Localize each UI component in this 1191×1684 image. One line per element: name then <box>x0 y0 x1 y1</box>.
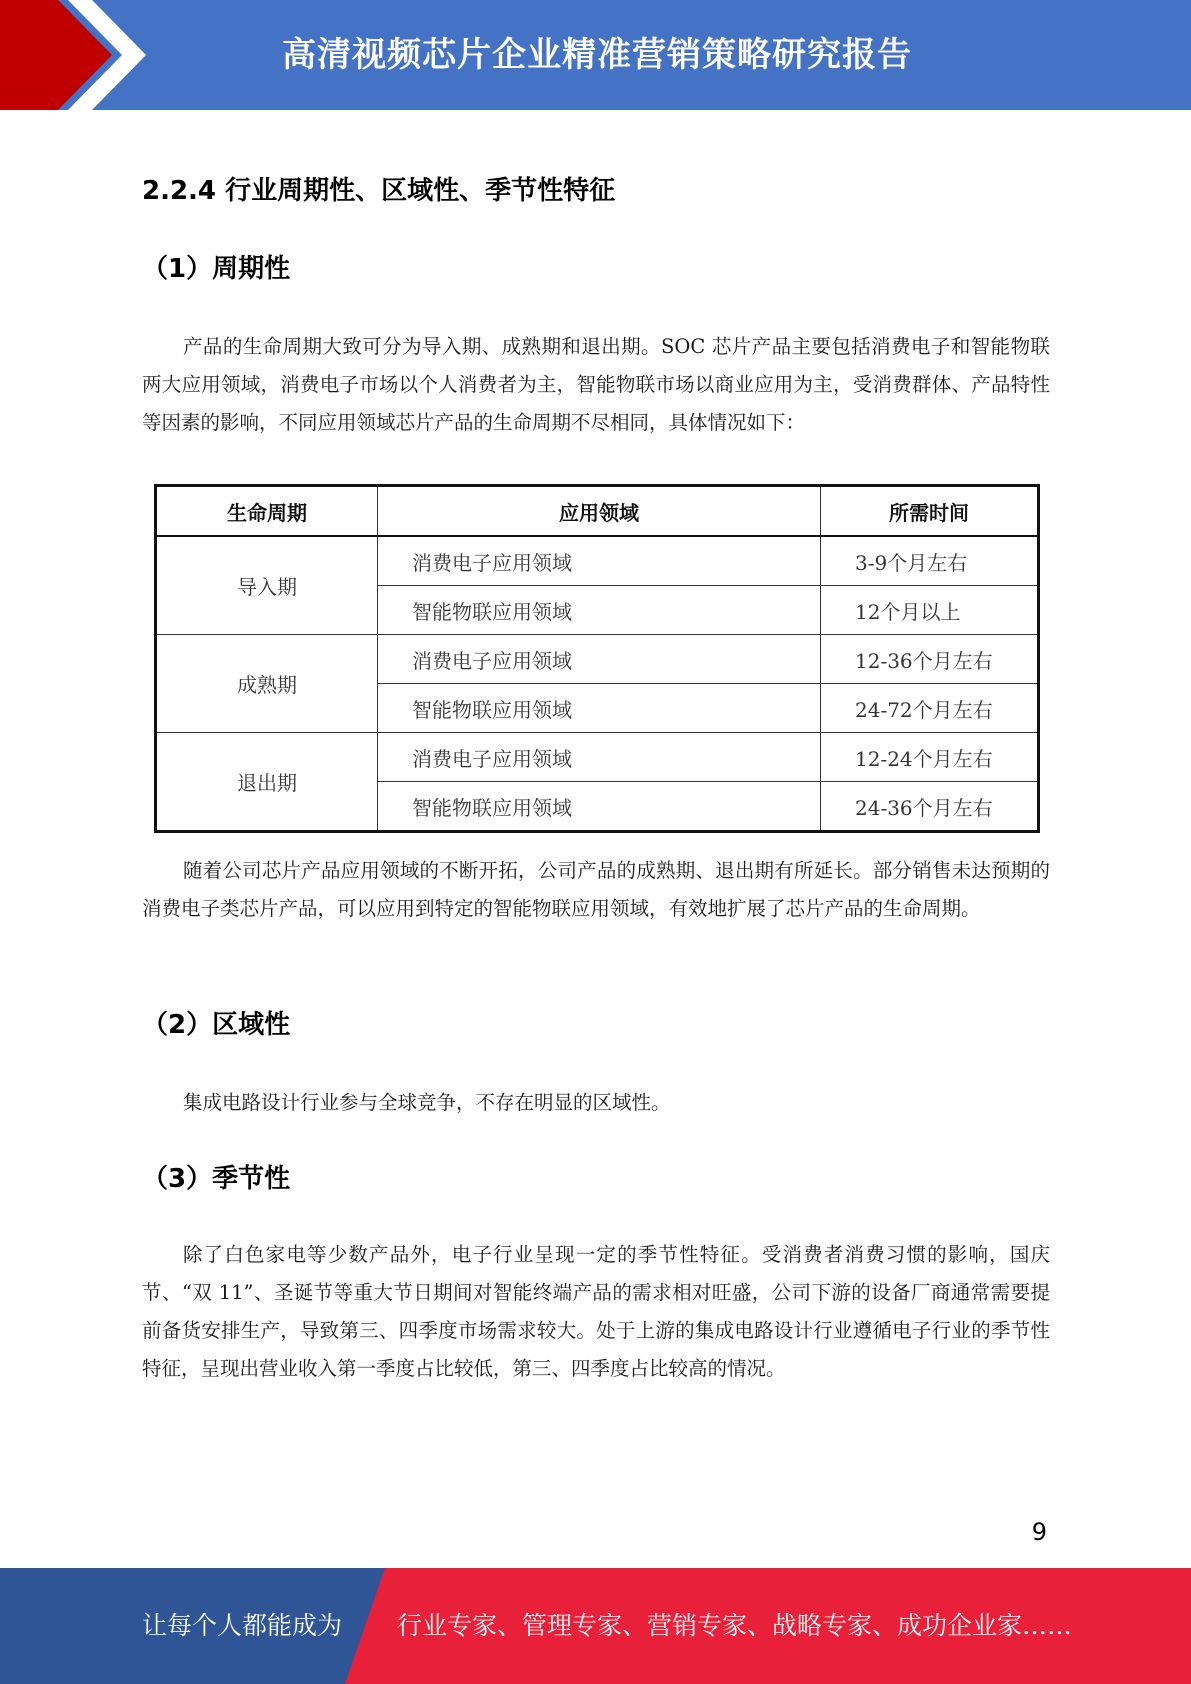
header-time: 所需时间 <box>821 486 1039 537</box>
cyclical-heading: （1）周期性 <box>142 254 291 284</box>
domain-cell: 智能物联应用领域 <box>378 782 821 832</box>
domain-cell: 智能物联应用领域 <box>378 586 821 635</box>
domain-cell: 消费电子应用领域 <box>378 733 821 782</box>
table-header-row <box>156 486 1039 537</box>
chevron-decoration-icon <box>0 0 180 110</box>
table-row <box>156 536 1039 586</box>
time-cell: 12-36个月左右 <box>821 635 1039 684</box>
header-domain: 应用领域 <box>378 486 821 537</box>
time-cell: 24-72个月左右 <box>821 684 1039 733</box>
seasonal-paragraph: 除了白色家电等少数产品外，电子行业呈现一定的季节性特征。受消费者消费习惯的影响，国庆节、“双 11”、圣诞节等重大节日期间对智能终端产品的需求相对旺盛，公司下游的设备厂商通常需要提前备货安排生产，导致第三、四季度市场需求较大。处于上游的集成电路设计行业遵循电子行业的季节性特征，呈现出营业收入第一季度占比较低，第三、四季度占比较高的情况。 <box>142 1243 1050 1380</box>
lifecycle-table <box>154 484 1040 833</box>
period-cell: 导入期 <box>156 536 378 635</box>
time-cell: 3-9个月左右 <box>821 536 1039 586</box>
time-cell: 12-24个月左右 <box>821 733 1039 782</box>
cyclical-after-paragraph: 随着公司芯片产品应用领域的不断开拓，公司产品的成熟期、退出期有所延长。部分销售未达预期的消费电子类芯片产品，可以应用到特定的智能物联应用领域，有效地扩展了芯片产品的生命周期。 <box>142 859 1050 920</box>
section-heading: 2.2.4 行业周期性、区域性、季节性特征 <box>142 176 616 206</box>
page-number: 9 <box>1031 1518 1047 1546</box>
period-cell: 成熟期 <box>156 635 378 733</box>
domain-cell: 消费电子应用领域 <box>378 635 821 684</box>
regional-heading: （2）区域性 <box>142 1010 291 1040</box>
regional-paragraph: 集成电路设计行业参与全球竞争，不存在明显的区域性。 <box>183 1091 671 1114</box>
header-period: 生命周期 <box>156 486 378 537</box>
period-cell: 退出期 <box>156 733 378 832</box>
cyclical-intro-paragraph: 产品的生命周期大致可分为导入期、成熟期和退出期。SOC 芯片产品主要包括消费电子和智能物联两大应用领域，消费电子市场以个人消费者为主，智能物联市场以商业应用为主，受消费群体、产品特性等因素的影响，不同应用领域芯片产品的生命周期不尽相同，具体情况如下： <box>142 335 1050 434</box>
lifecycle-table-wrapper <box>154 484 1040 833</box>
time-cell: 24-36个月左右 <box>821 782 1039 832</box>
footer-banner <box>0 1568 1191 1684</box>
domain-cell: 消费电子应用领域 <box>378 536 821 586</box>
table-row <box>156 733 1039 782</box>
domain-cell: 智能物联应用领域 <box>378 684 821 733</box>
time-cell: 12个月以上 <box>821 586 1039 635</box>
seasonal-heading: （3）季节性 <box>142 1164 291 1194</box>
header-banner <box>0 0 1191 110</box>
footer-slogan-left: 让每个人都能成为 <box>142 1611 343 1640</box>
footer-slogan-right: 行业专家、管理专家、营销专家、战略专家、成功企业家…… <box>397 1611 1073 1640</box>
report-title: 高清视频芯片企业精准营销策略研究报告 <box>282 35 912 75</box>
table-row <box>156 635 1039 684</box>
